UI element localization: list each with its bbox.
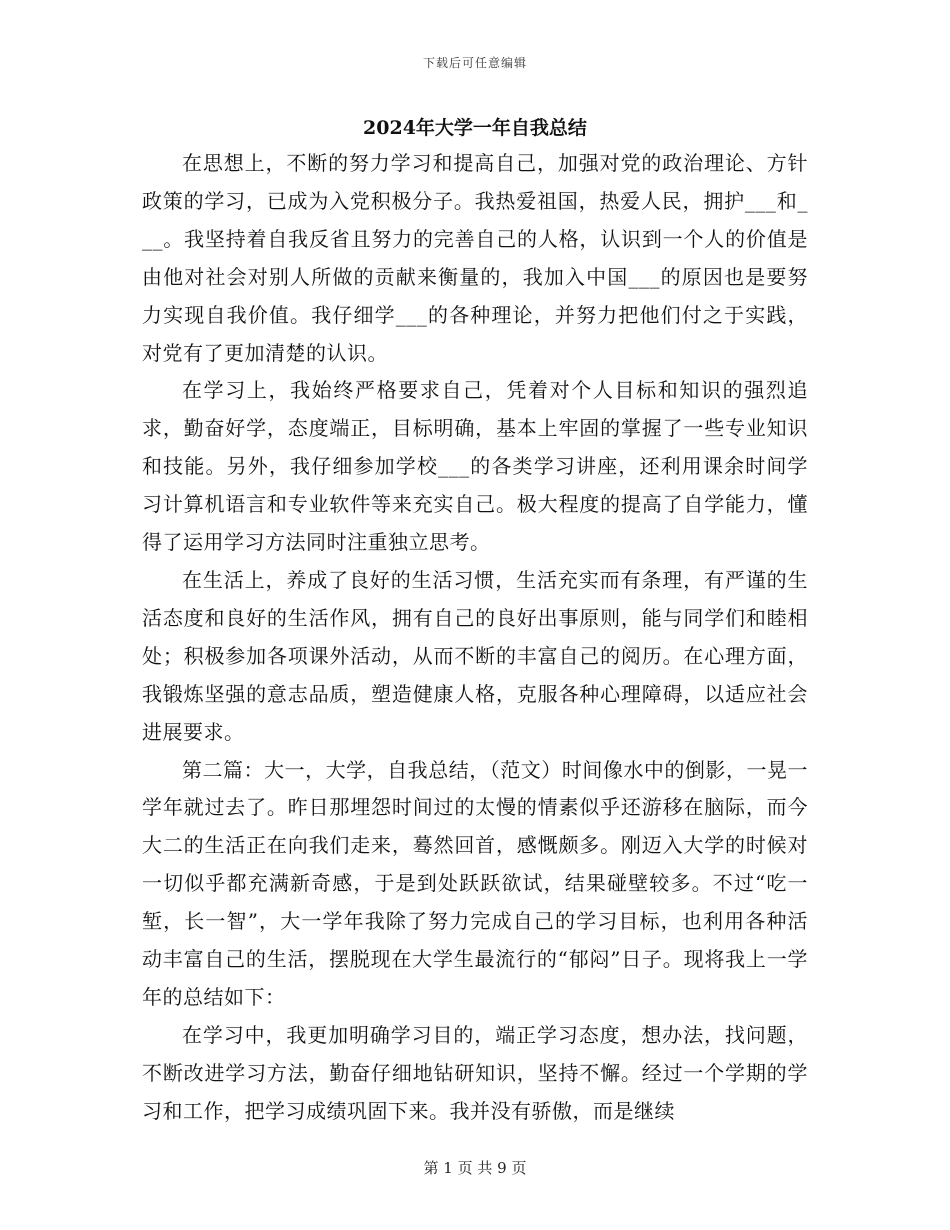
paragraph-study: 在学习上，我始终严格要求自己，凭着对个人目标和知识的强烈追求，勤奋好学，态度端正，目标明确，基本上牢固的掌握了一些专业知识和技能。另外，我仔细参加学校___的各类学习讲座，还利用课余时间学习计算机语言和专业软件等来充实自己。极大程度的提高了自学能力，懂得了运用学习方法同时注重独立思考。 xyxy=(142,378,808,555)
paragraph-ideology: 在思想上，不断的努力学习和提高自己，加强对党的政治理论、方针政策的学习，已成为入党积极分子。我热爱祖国，热爱人民，拥护___和___。我坚持着自我反省且努力的完善自己的人格，认识到一个人的价值是由他对社会对别人所做的贡献来衡量的，我加入中国___的原因也是要努力实现自我价值。我仔细学___的各种理论，并努力把他们付之于实践，对党有了更加清楚的认识。 xyxy=(142,151,808,365)
paragraph-life: 在生活上，养成了良好的生活习惯，生活充实而有条理，有严谨的生活态度和良好的生活作风，拥有自己的良好出事原则，能与同学们和睦相处；积极参加各项课外活动，从而不断的丰富自己的阅历。在心理方面，我锻炼坚强的意志品质，塑造健康人格，克服各种心理障碍，以适应社会进展要求。 xyxy=(142,567,808,744)
page-header-note: 下载后可任意编辑 xyxy=(422,56,527,70)
document-title: 2024年大学一年自我总结 xyxy=(363,117,587,139)
paragraph-learning: 在学习中，我更加明确学习目的，端正学习态度，想办法，找问题，不断改进学习方法，勤奋仔细地钻研知识，坚持不懈。经过一个学期的学习和工作，把学习成绩巩固下来。我并没有骄傲，而是继续 xyxy=(142,1022,808,1123)
document-body xyxy=(142,145,808,1131)
paragraph-second-article: 第二篇：大一，大学，自我总结，（范文）时间像水中的倒影，一晃一学年就过去了。昨日那埋怨时间过的太慢的情素似乎还游移在脑际，而今大二的生活正在向我们走来，蓦然回首，感慨颇多。刚迈入大学的时候对一切似乎都充满新奇感，于是到处跃跃欲试，结果碰壁较多。不过“吃一堑，长一智”，大一学年我除了努力完成自己的学习目标，也利用各种活动丰富自己的生活，摆脱现在大学生最流行的“郁闷”日子。现将我上一学年的总结如下： xyxy=(142,757,808,1009)
page-number-footer: 第 1 页 共 9 页 xyxy=(423,1159,527,1177)
